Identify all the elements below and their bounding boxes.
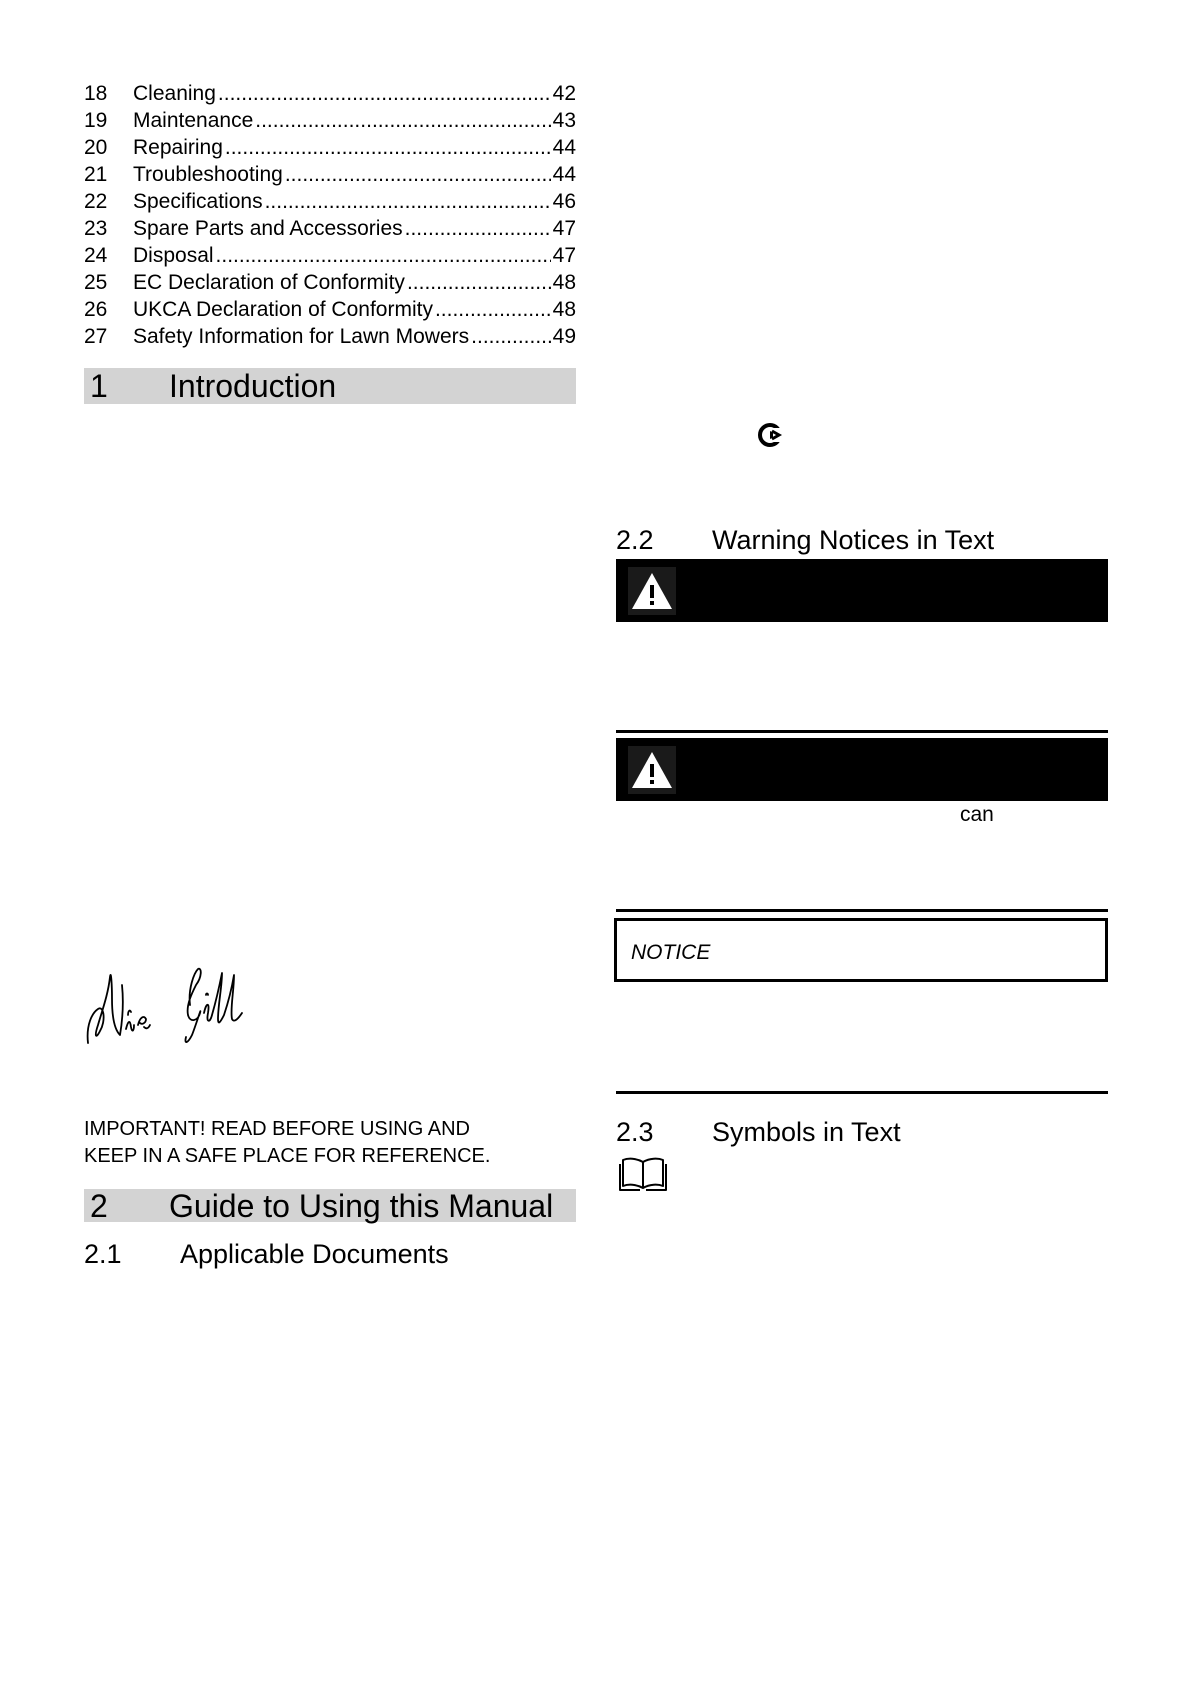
toc-entry[interactable] xyxy=(84,242,576,269)
section-2-1-heading xyxy=(84,1238,449,1270)
warning-2-text: can xyxy=(960,803,994,826)
toc-title: Safety Information for Lawn Mowers xyxy=(133,325,470,348)
section-2-2-title: Warning Notices in Text xyxy=(712,525,995,555)
toc-title: Repairing xyxy=(133,136,223,159)
toc-page-number: 44 xyxy=(552,136,576,159)
warning-triangle-icon xyxy=(628,567,676,615)
divider-rule xyxy=(616,909,1108,912)
divider-rule xyxy=(616,730,1108,733)
important-notice xyxy=(84,1116,584,1170)
notice-label: NOTICE xyxy=(631,941,711,964)
toc-number: 19 xyxy=(84,109,108,132)
toc-leader-dots xyxy=(405,215,551,242)
toc-number: 24 xyxy=(84,244,108,267)
toc-title: Troubleshooting xyxy=(133,163,283,186)
toc-entry[interactable] xyxy=(84,161,576,188)
toc-leader-dots xyxy=(225,134,551,161)
signature xyxy=(84,965,250,1051)
section-1-heading xyxy=(84,368,576,404)
notice-box xyxy=(614,918,1108,982)
c-logo-icon xyxy=(757,422,783,448)
section-2-1-title: Applicable Documents xyxy=(180,1239,449,1269)
toc-number: 21 xyxy=(84,163,108,186)
toc-title: Disposal xyxy=(133,244,214,267)
toc-leader-dots xyxy=(407,269,551,296)
table-of-contents xyxy=(84,80,576,350)
toc-title: Spare Parts and Accessories xyxy=(133,217,403,240)
toc-entry[interactable] xyxy=(84,80,576,107)
toc-number: 27 xyxy=(84,325,108,348)
section-2-title: Guide to Using this Manual xyxy=(169,1187,554,1224)
toc-number: 23 xyxy=(84,217,108,240)
important-line-1: IMPORTANT! READ BEFORE USING AND xyxy=(84,1118,470,1140)
toc-leader-dots xyxy=(471,323,550,350)
toc-page-number: 49 xyxy=(552,325,576,348)
section-1-title: Introduction xyxy=(169,368,337,404)
section-2-2-heading xyxy=(616,524,994,556)
toc-entry[interactable] xyxy=(84,323,576,350)
warning-box-2 xyxy=(616,738,1108,801)
toc-number: 25 xyxy=(84,271,108,294)
section-2-3-title: Symbols in Text xyxy=(712,1117,901,1147)
toc-leader-dots xyxy=(255,107,550,134)
divider-rule xyxy=(616,1091,1108,1094)
section-1-number: 1 xyxy=(90,368,108,404)
warning-box-1 xyxy=(616,559,1108,622)
toc-page-number: 47 xyxy=(552,217,576,240)
toc-leader-dots xyxy=(218,80,551,107)
section-2-1-number: 2.1 xyxy=(84,1239,122,1269)
toc-title: Specifications xyxy=(133,190,263,213)
toc-page-number: 48 xyxy=(552,298,576,321)
section-2-2-number: 2.2 xyxy=(616,525,654,555)
toc-leader-dots xyxy=(216,242,551,269)
toc-title: EC Declaration of Conformity xyxy=(133,271,405,294)
important-line-2: KEEP IN A SAFE PLACE FOR REFERENCE. xyxy=(84,1145,491,1167)
toc-title: Cleaning xyxy=(133,82,216,105)
toc-number: 26 xyxy=(84,298,108,321)
toc-leader-dots xyxy=(265,188,551,215)
toc-page-number: 43 xyxy=(552,109,576,132)
toc-number: 18 xyxy=(84,82,108,105)
toc-leader-dots xyxy=(435,296,551,323)
section-2-number: 2 xyxy=(90,1187,108,1224)
toc-entry[interactable] xyxy=(84,215,576,242)
toc-title: Maintenance xyxy=(133,109,254,132)
toc-entry[interactable] xyxy=(84,107,576,134)
toc-page-number: 42 xyxy=(552,82,576,105)
section-2-3-number: 2.3 xyxy=(616,1117,654,1147)
warning-triangle-icon xyxy=(628,746,676,794)
section-2-heading xyxy=(84,1189,576,1222)
toc-entry[interactable] xyxy=(84,134,576,161)
book-icon xyxy=(618,1156,668,1192)
toc-number: 22 xyxy=(84,190,108,213)
toc-leader-dots xyxy=(285,161,551,188)
section-2-3-heading xyxy=(616,1116,901,1148)
toc-number: 20 xyxy=(84,136,108,159)
toc-page-number: 46 xyxy=(552,190,576,213)
toc-page-number: 48 xyxy=(552,271,576,294)
toc-entry[interactable] xyxy=(84,188,576,215)
toc-entry[interactable] xyxy=(84,269,576,296)
toc-page-number: 44 xyxy=(552,163,576,186)
toc-title: UKCA Declaration of Conformity xyxy=(133,298,433,321)
toc-entry[interactable] xyxy=(84,296,576,323)
toc-page-number: 47 xyxy=(552,244,576,267)
